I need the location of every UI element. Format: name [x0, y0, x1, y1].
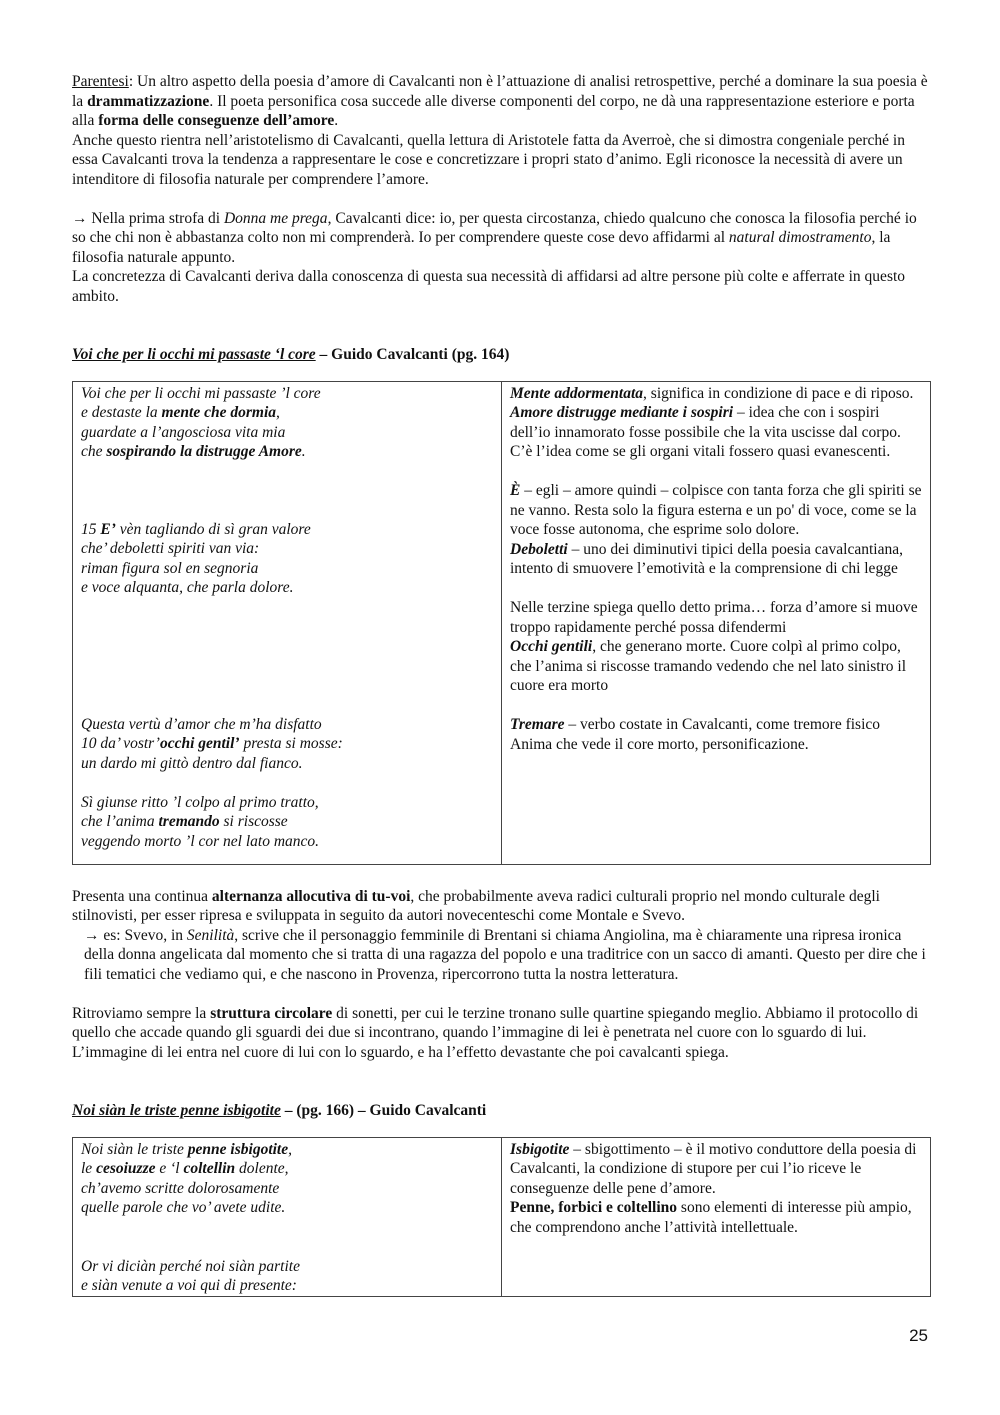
paragraph-struttura-circolare: Ritroviamo sempre la struttura circolare di sonetti, per cui le terzine tronano sulle quartine spiegando meglio. Abbiamo il protocollo di quello che accade quando gli sguardi dei due si incontrano, quando l’immagine di lei è penetrata nel cuore con lo sguardo di lui. — [72, 1004, 919, 1041]
paragraph-svevo: → es: Svevo, in Senilità, scrive che il personaggio femminile di Brentani si chiama Angiolina, ma è chiaramente una ripresa ironica della donna angelicata dal momento che si tratta di una ragazza del popolo e una traditrice con un sacco di amanti. Questo per dire che i fili tematici che vediamo qui, e che nascono in Provenza, ripercorrono tutta la nostra letteratura. — [84, 926, 926, 983]
document-page — [72, 72, 930, 1297]
poem-table-voi-che — [72, 381, 931, 865]
paragraph-alternanza: Presenta una continua alternanza allocutiva di tu-voi, che probabilmente aveva radici culturali proprio nel mondo culturale degli stilnovisti, per esser ripresa e sviluppata in seguito da autori novecenteschi come Montale e Svevo. — [72, 887, 880, 924]
arrow-icon: → — [72, 209, 88, 227]
commentary-column: Mente addormentata, significa in condizione di pace e di riposo. Amore distrugge mediante i sospiri – idea che con i sospiri dell’io innamorato fosse possibile che la vita uscisse dal corpo. C’è l’idea come se gli organi vitali fossero quasi evanescenti. È – egli – amore quindi – colpisce con tanta forza che gli spiriti se ne vanno. Resta solo la figura esterna e un po' di voce, come se la voce fosse autonoma, che esprime solo dolore. Deboletti – uno dei diminutivi tipici della poesia cavalcantiana, intento di smuovere l’emotività e la comprensione di chi legge Nelle terzine spiega quello detto prima… forza d’amore si muove troppo rapidamente perché possa difendermi Occhi gentili, che generano morte. Cuore colpì al primo colpo, che l’anima si riscosse tramando vedendo che nel lato sinistro il cuore era morto Tremare – verbo costate in Cavalcanti, come tremore fisico Anima che vede il core morto, personificazione. — [502, 381, 931, 864]
paragraph-parentesi: Parentesi: Un altro aspetto della poesia d’amore di Cavalcanti non è l’attuazione di analisi retrospettive, perché a dominare la sua poesia è la drammatizzazione. Il poeta personifica cosa succede alle diverse componenti del corpo, ne dà una rappresentazione esteriore e porta alla forma delle conseguenze dell’amore. — [72, 73, 928, 129]
commentary-column: Isbigotite – sbigottimento – è il motivo conduttore della poesia di Cavalcanti, la condizione di stupore per cui l’io riceve le conseguenze delle pene d’amore. Penne, forbici e coltellino sono elementi di interesse più ampio, che comprendono anche l’attività intellettuale. — [502, 1137, 931, 1296]
poem-column: Noi siàn le triste penne isbigotite, le cesoiuzze e ‘l coltellin dolente, ch’avemo scritte dolorosamente quelle parole che vo’ avete udite. Or vi diciàn perché noi siàn partite e siàn venute a voi qui di presente: — [73, 1137, 502, 1296]
paragraph-donna-me-prega: → Nella prima strofa di Donna me prega, Cavalcanti dice: io, per questa circostanza, chiedo qualcuno che conosca la filosofia perché io so che chi non è abbastanza colto non mi comprenderà. Io per comprendere queste cose devo affidarmi al natural dimostramento, la filosofia naturale appunto. — [72, 209, 917, 266]
paragraph-aristotelismo: Anche questo rientra nell’aristotelismo di Cavalcanti, quella lettura di Aristotele fatta da Averroè, che si dimostra congeniale perché in essa Cavalcanti trova la tendenza a rappresentare le cose e concretizzare i propri stato d’animo. Egli riconosce la necessità di avere un intenditore di filosofia naturale per comprendere l’amore. — [72, 131, 905, 188]
section-heading-noi-sian: Noi siàn le triste penne isbigotite – (pg. 166) – Guido Cavalcanti — [72, 1102, 487, 1119]
section-heading-voi-che: Voi che per li occhi mi passaste ‘l core – Guido Cavalcanti (pg. 164) — [72, 346, 510, 363]
arrow-icon: → — [84, 926, 100, 944]
label-parentesi: Parentesi — [72, 73, 129, 90]
paragraph-concretezza: La concretezza di Cavalcanti deriva dalla conoscenza di questa sua necessità di affidarsi ad altre persone più colte e afferrate in questo ambito. — [72, 268, 906, 305]
paragraph-immagine: L’immagine di lei entra nel cuore di lui con lo sguardo, e ha l’effetto devastante che poi cavalcanti spiega. — [72, 1043, 729, 1061]
poem-column: Voi che per li occhi mi passaste ’l core e destaste la mente che dormia, guardate a l’angosciosa vita mia che sospirando la distrugge Amore. 15 E’ vèn tagliando di sì gran valore che’ deboletti spiriti van via: riman figura sol en segnoria e voce alquanta, che parla dolore. Questa vertù d’amor che m’ha disfatto 10 da’ vostr’occhi gentil’ presta si mosse: un dardo mi gittò dentro dal fianco. Sì giunse ritto ’l colpo al primo tratto, che l’anima tremando si riscosse veggendo morto ’l cor nel lato manco. — [73, 381, 502, 864]
page-number: 25 — [909, 1326, 928, 1345]
poem-table-noi-sian — [72, 1137, 931, 1297]
